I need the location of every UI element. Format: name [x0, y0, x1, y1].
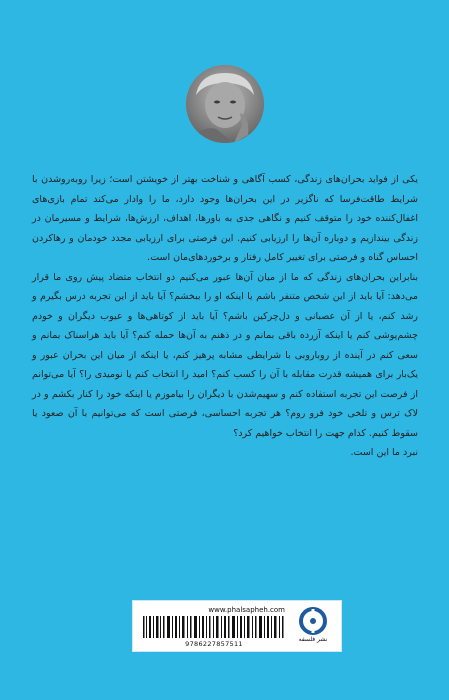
back-cover-text: [32, 170, 418, 463]
barcode-icon: [143, 616, 285, 638]
author-portrait-icon: [186, 65, 264, 143]
paragraph-1: یکی از فواید بحران‌های زندگی، کسب آگاهی و شناخت بهتر از خویشتن است؛ زیرا روبه‌روشدن با شرایط طاقت‌فرسا که ناگزیر در این بحران‌ها وجود دارد، ما را وادار می‌کند تمام بازی‌های اغفال‌کننده خود را متوقف کنیم و نگاهی جدی به باورها، اهداف، ارزش‌ها، شرایط و مسیرمان در زندگی بیندازیم و دوباره آن‌ها را ارزیابی کنیم. این فرصتی برای ارزیابی مجدد خودمان و رهاکردن احساس گناه و فرصتی برای تغییر کامل رفتار و برخوردهای‌مان است.: [32, 174, 418, 263]
publisher-website: www.phalsapheh.com: [208, 606, 285, 614]
author-photo: [186, 65, 264, 143]
isbn-number: 9786227857511: [185, 640, 243, 648]
publisher-logo: [293, 607, 333, 647]
publisher-logo-icon: [296, 607, 330, 635]
paragraph-2: بنابراین بحران‌های زندگی که ما از میان آن‌ها عبور می‌کنیم دو انتخاب متضاد پیش روی ما قرار می‌دهد: آیا باید از این شخص متنفر باشم یا اینکه او را ببخشم؟ آیا باید از این تجربه درس بگیرم و رشد کنم، یا از آن عصبانی و دل‌چرکین باشم؟ آیا باید از کوتاهی‌ها و عیوب دیگران و خودم چشم‌پوشی کنم یا اینکه آزرده باقی بمانم و در ذهنم به آن‌ها حمله کنم؟ آیا باید هراسناک بمانم و سعی کنم در آینده از روباروبی با شرایطی مشابه پرهیز کنم، یا اینکه از میان این بحران عبور و یک‌بار برای همیشه قدرت مقابله با آن را کسب کنم؟ امید را انتخاب کنم یا نومیدی را؟ آیا می‌توانم از فرصت این تجربه استفاده کنم و سهیم‌شدن با دیگران را بیاموزم یا اینکه خود را کنار بکشم و در لاک ترس و تلخی خود فرو روم؟ هر تجربه احساسی، فرصتی است که می‌توانیم با آن صعود یا سقوط کنیم. کدام جهت را انتخاب خواهیم کرد؟: [32, 271, 418, 439]
publisher-name: نشر فلسفه: [298, 636, 328, 643]
barcode-panel: [132, 600, 342, 652]
paragraph-3: نبرد ما این است.: [350, 447, 418, 458]
